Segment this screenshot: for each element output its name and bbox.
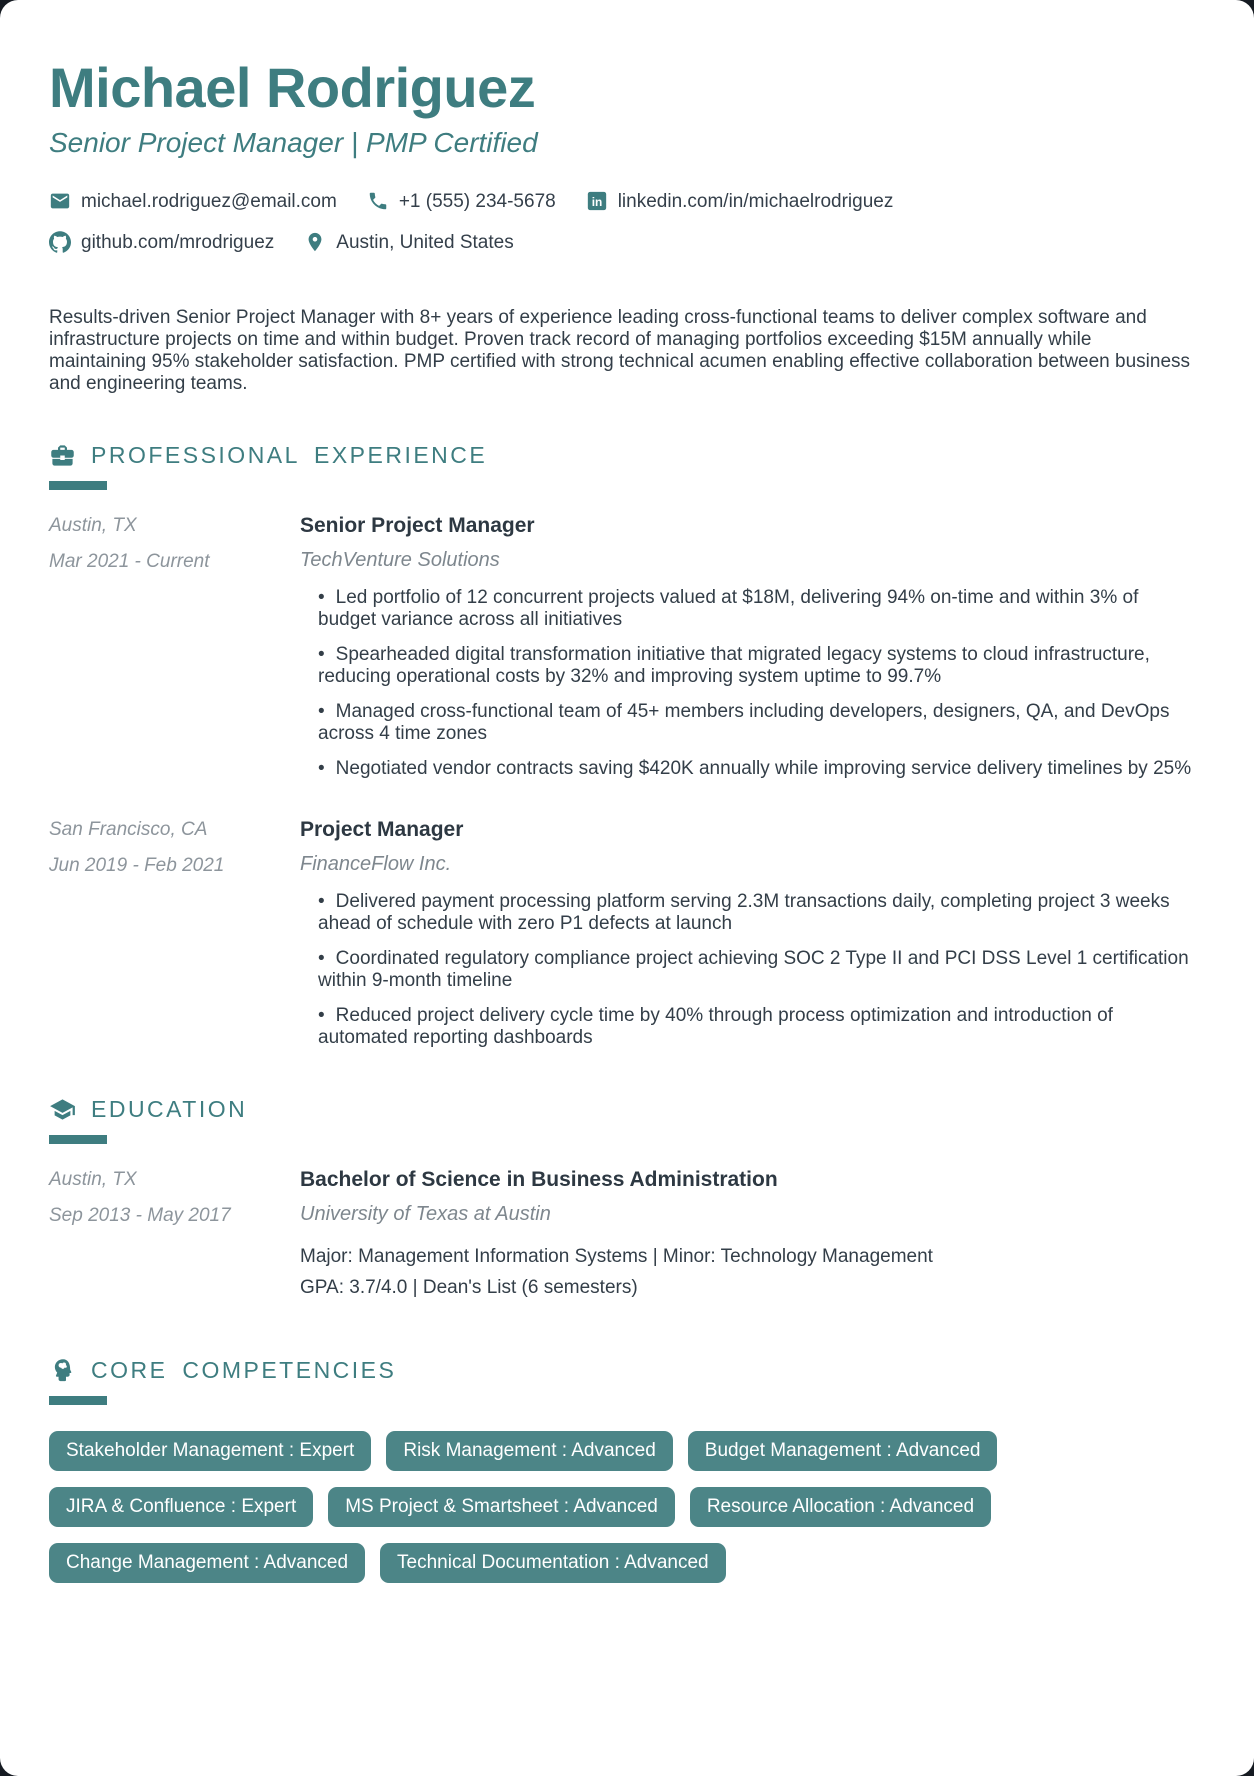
job-company: TechVenture Solutions: [300, 549, 500, 572]
professional-summary: Results-driven Senior Project Manager with 8+ years of experience leading cross-functional teams to deliver complex software and infrastructure projects on time and within budget. Proven track record of managing portfolios exceeding $15M annually while maintaining 95% stakeholder satisfaction. PMP certified with strong technical acumen enabling effective collaboration between business and engineering teams.: [49, 307, 1191, 395]
brain-head-icon: [49, 1357, 76, 1384]
education-gpa: GPA: 3.7/4.0 | Dean's List (6 semesters): [300, 1277, 638, 1299]
section-underline: [49, 481, 107, 490]
skill-pill: Technical Documentation : Advanced: [380, 1543, 726, 1583]
skill-pill: Budget Management : Advanced: [688, 1431, 998, 1471]
degree-title: Bachelor of Science in Business Administration: [300, 1168, 778, 1192]
contact-phone[interactable]: [367, 190, 556, 212]
competencies-section-title: CORE COMPETENCIES: [91, 1357, 397, 1384]
education-location: Austin, TX: [49, 1169, 137, 1191]
contact-github[interactable]: [49, 231, 274, 253]
job-bullet: • Delivered payment processing platform serving 2.3M transactions daily, completing project 3 weeks ahead of schedule with zero P1 defects at launch: [318, 891, 1193, 935]
section-professional-experience: [49, 442, 1193, 1049]
phone-icon: [367, 190, 389, 212]
experience-entry: [49, 514, 1193, 780]
contact-github-text: github.com/mrodriguez: [81, 231, 275, 253]
job-location: San Francisco, CA: [49, 819, 208, 841]
skill-pill: Change Management : Advanced: [49, 1543, 365, 1583]
person-name: Michael Rodriguez: [49, 56, 536, 119]
contact-linkedin[interactable]: [586, 190, 894, 212]
job-bullet-list: [318, 587, 1193, 780]
skill-pill: Resource Allocation : Advanced: [690, 1487, 991, 1527]
contact-email-text: michael.rodriguez@email.com: [81, 190, 337, 212]
job-location: Austin, TX: [49, 515, 137, 537]
skill-pill: MS Project & Smartsheet : Advanced: [328, 1487, 675, 1527]
github-icon: [49, 231, 71, 253]
job-dates: Mar 2021 - Current: [49, 551, 210, 573]
job-bullet: • Reduced project delivery cycle time by 40% through process optimization and introduction of automated reporting dashboards: [318, 1005, 1193, 1049]
skill-pill: Risk Management : Advanced: [386, 1431, 672, 1471]
email-icon: [49, 190, 71, 212]
section-underline: [49, 1396, 107, 1405]
job-bullet: • Led portfolio of 12 concurrent projects valued at $18M, delivering 94% on-time and within 3% of budget variance across all initiatives: [318, 587, 1193, 631]
linkedin-icon: [586, 190, 608, 212]
skill-pill: Stakeholder Management : Expert: [49, 1431, 371, 1471]
section-education: [49, 1096, 1193, 1299]
experience-section-header: [49, 442, 1193, 469]
skill-pill: JIRA & Confluence : Expert: [49, 1487, 313, 1527]
svg-text:in: in: [591, 195, 602, 210]
contact-linkedin-text: linkedin.com/in/michaelrodriguez: [617, 190, 894, 212]
job-bullet: • Coordinated regulatory compliance project achieving SOC 2 Type II and PCI DSS Level 1 certification within 9-month timeline: [318, 948, 1193, 992]
contact-location-text: Austin, United States: [336, 231, 514, 253]
education-entry: [49, 1168, 1193, 1299]
contact-email[interactable]: [49, 190, 337, 212]
job-bullet: • Spearheaded digital transformation initiative that migrated legacy systems to cloud infrastructure, reducing operational costs by 32% and improving system uptime to 99.7%: [318, 644, 1193, 688]
education-major: Major: Management Information Systems | Minor: Technology Management: [300, 1246, 933, 1268]
job-bullet-list: [318, 891, 1193, 1049]
job-dates: Jun 2019 - Feb 2021: [49, 855, 225, 877]
section-underline: [49, 1135, 107, 1144]
competencies-section-header: [49, 1357, 1193, 1384]
location-pin-icon: [304, 231, 326, 253]
job-title: Senior Project Manager: [300, 514, 535, 538]
job-title: Project Manager: [300, 818, 464, 842]
person-job-title: Senior Project Manager | PMP Certified: [49, 127, 538, 159]
resume-header: [49, 58, 1193, 395]
contact-phone-text: +1 (555) 234-5678: [398, 190, 556, 212]
briefcase-icon: [49, 442, 76, 469]
experience-entry: [49, 818, 1193, 1049]
education-section-title: EDUCATION: [91, 1096, 248, 1123]
graduation-cap-icon: [49, 1096, 76, 1123]
job-bullet: • Negotiated vendor contracts saving $420K annually while improving service delivery timelines by 25%: [318, 758, 1193, 780]
school-name: University of Texas at Austin: [300, 1203, 551, 1226]
contact-location: [304, 231, 513, 253]
section-core-competencies: [49, 1357, 1193, 1583]
education-section-header: [49, 1096, 1193, 1123]
education-dates: Sep 2013 - May 2017: [49, 1205, 231, 1227]
experience-section-title: PROFESSIONAL EXPERIENCE: [91, 442, 488, 469]
skill-pill-list: [49, 1431, 1009, 1583]
job-company: FinanceFlow Inc.: [300, 853, 452, 876]
contact-list: [49, 190, 1049, 253]
job-bullet: • Managed cross-functional team of 45+ members including developers, designers, QA, and DevOps across 4 time zones: [318, 701, 1193, 745]
